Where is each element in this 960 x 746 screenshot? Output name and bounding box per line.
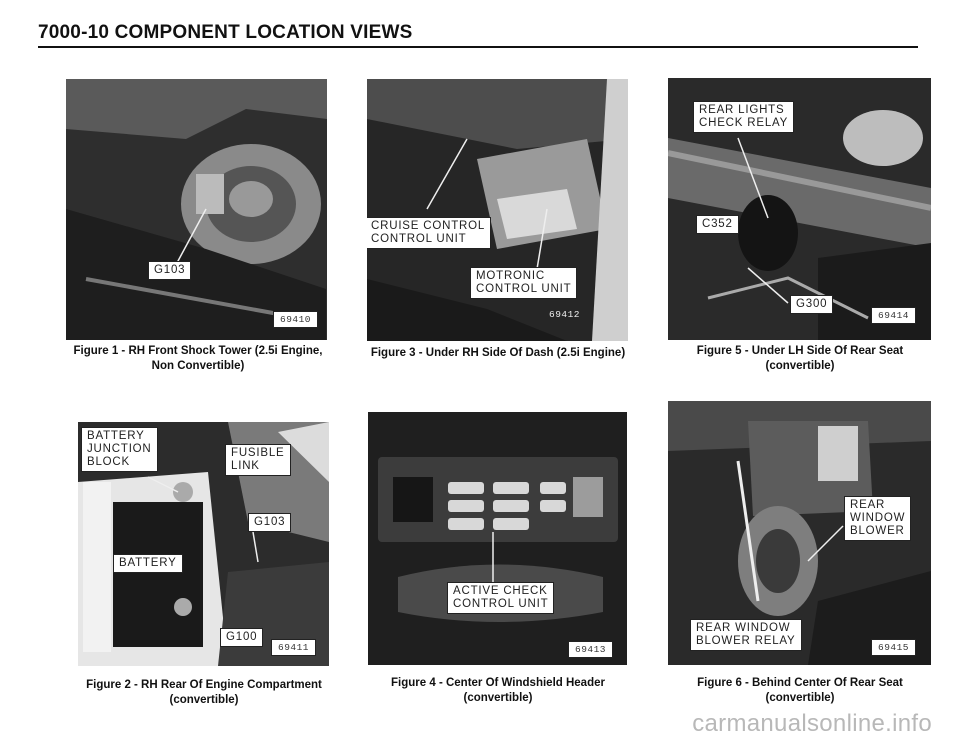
figure-3-caption: Figure 3 - Under RH Side Of Dash (2.5i Engine) [370, 347, 626, 359]
figure-1-photo-number: 69410 [273, 311, 318, 328]
figure-2-callout-battery-junction-block: BATTERY JUNCTION BLOCK [81, 427, 158, 472]
figure-5-callout-rear-lights: REAR LIGHTS CHECK RELAY [693, 101, 794, 133]
figure-4-photo [368, 412, 627, 665]
figure-6-photo [668, 401, 931, 665]
figure-5-callout-c352: C352 [696, 215, 739, 234]
figure-2-caption: Figure 2 - RH Rear Of Engine Compartment (convertible) [86, 679, 322, 706]
figure-2-callout-battery: BATTERY [113, 554, 183, 573]
figure-3-callout-motronic: MOTRONIC CONTROL UNIT [470, 267, 577, 299]
figure-1-photo [66, 79, 327, 340]
figure-4-caption: Figure 4 - Center Of Windshield Header (convertible) [391, 677, 605, 704]
figure-2-callout-g103: G103 [248, 513, 291, 532]
figure-5-callout-g300: G300 [790, 295, 833, 314]
figure-2-photo-number: 69411 [271, 639, 316, 656]
figure-5-photo [668, 78, 931, 340]
figure-1-callout-g103: G103 [148, 261, 191, 280]
figure-6-callout-blower-relay: REAR WINDOW BLOWER RELAY [690, 619, 802, 651]
page-title: 7000-10 COMPONENT LOCATION VIEWS [38, 22, 413, 43]
figure-2-callout-fusible-link: FUSIBLE LINK [225, 444, 291, 476]
figure-3-photo-number: 69412 [549, 309, 581, 320]
figure-6-caption: Figure 6 - Behind Center Of Rear Seat (convertible) [697, 677, 903, 704]
header-rule [38, 46, 918, 48]
watermark: carmanualsonline.info [692, 710, 932, 737]
figure-3-photo [367, 79, 628, 341]
figure-5-caption: Figure 5 - Under LH Side Of Rear Seat (convertible) [696, 345, 904, 372]
figure-1-caption: Figure 1 - RH Front Shock Tower (2.5i Engine, Non Convertible) [73, 345, 323, 372]
figure-2-callout-g100: G100 [220, 628, 263, 647]
figure-6-photo-number: 69415 [871, 639, 916, 656]
figure-3-callout-cruise-control: CRUISE CONTROL CONTROL UNIT [367, 217, 491, 249]
figure-5-photo-number: 69414 [871, 307, 916, 324]
figure-6-callout-rear-window-blower: REAR WINDOW BLOWER [844, 496, 911, 541]
figure-4-callout-active-check: ACTIVE CHECK CONTROL UNIT [447, 582, 554, 614]
figure-2-photo [78, 422, 329, 666]
figure-4-photo-number: 69413 [568, 641, 613, 658]
